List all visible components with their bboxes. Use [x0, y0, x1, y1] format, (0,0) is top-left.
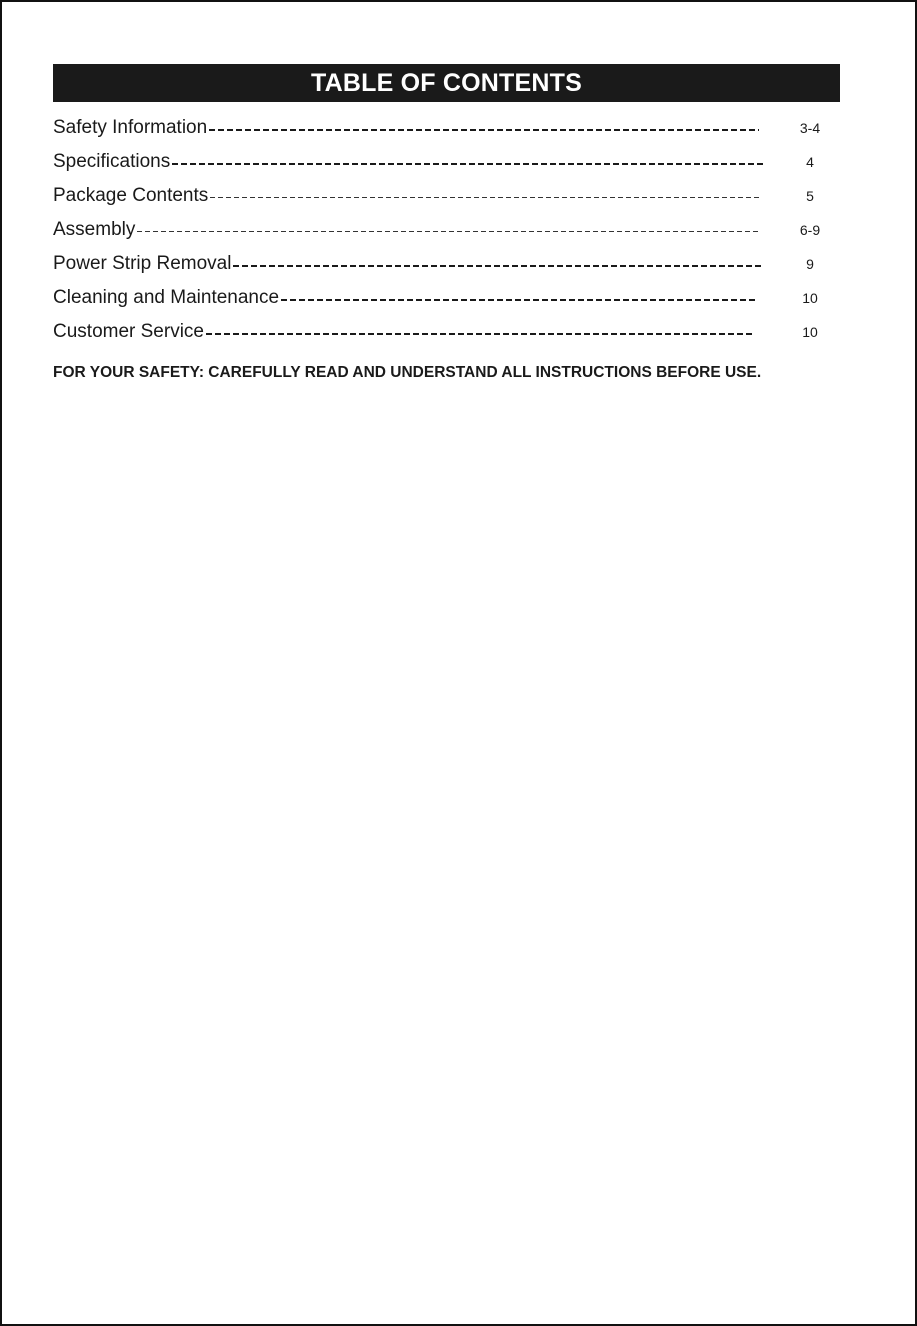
- toc-entry-page: 5: [806, 188, 814, 204]
- toc-entry-label: Safety Information: [53, 117, 208, 138]
- toc-entry-page: 9: [806, 256, 814, 272]
- toc-entry-page: 10: [802, 290, 818, 306]
- toc-dot-leader: [206, 333, 755, 335]
- toc-entry-label: Cleaning and Maintenance: [53, 287, 280, 308]
- toc-entry-page: 10: [802, 324, 818, 340]
- toc-dot-leader: [233, 265, 763, 267]
- toc-entry-label: Assembly: [53, 219, 136, 240]
- toc-entry-label: Specifications: [53, 151, 171, 172]
- toc-entry-package-contents: [53, 179, 843, 213]
- toc-entry-safety-information: [53, 111, 843, 145]
- toc-entry-cleaning-and-maintenance: [53, 281, 843, 315]
- toc-entry-label: Power Strip Removal: [53, 253, 232, 274]
- toc-entry-page: 4: [806, 154, 814, 170]
- toc-entry-power-strip-removal: [53, 247, 843, 281]
- toc-entry-assembly: [53, 213, 843, 247]
- safety-notice: FOR YOUR SAFETY: CAREFULLY READ AND UNDERSTAND ALL INSTRUCTIONS BEFORE USE.: [53, 364, 762, 381]
- toc-dot-leader: [281, 299, 755, 301]
- toc-dot-leader: [137, 231, 761, 232]
- toc-entry-label: Customer Service: [53, 321, 204, 342]
- toc-entry-specifications: [53, 145, 843, 179]
- toc-dot-leader: [209, 129, 759, 131]
- toc-entry-page: 6-9: [799, 222, 821, 238]
- table-of-contents: [53, 111, 843, 349]
- toc-dot-leader: [210, 197, 761, 198]
- toc-dot-leader: [172, 163, 763, 165]
- toc-entry-label: Package Contents: [53, 185, 209, 206]
- toc-entry-page: 3-4: [799, 120, 821, 136]
- page-title: TABLE OF CONTENTS: [53, 64, 840, 102]
- toc-entry-customer-service: [53, 315, 843, 349]
